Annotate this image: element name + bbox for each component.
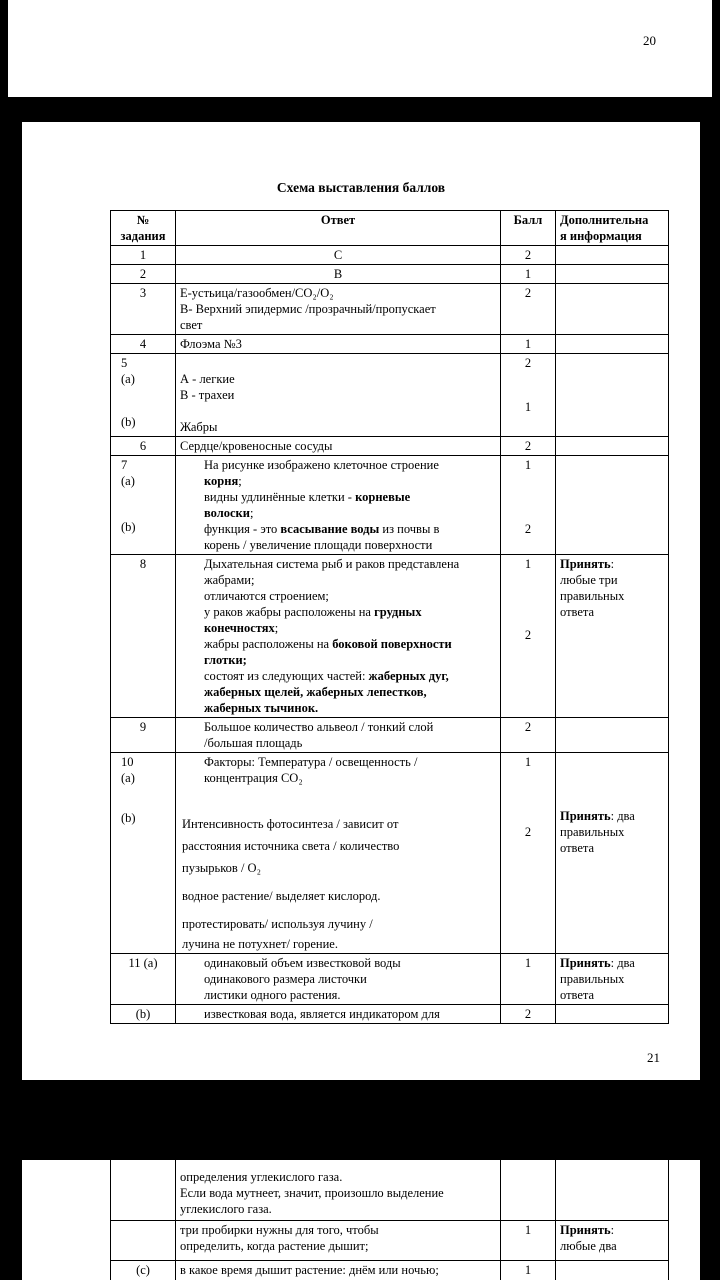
cell-score-text: 1 <box>524 1262 532 1277</box>
cell-score <box>501 437 556 456</box>
table-row <box>111 1220 669 1260</box>
cell-num <box>111 718 176 753</box>
cell-info <box>556 335 669 354</box>
cell-answer-text: известковая вода, является индикатором для <box>204 1007 440 1021</box>
cell-score-text: 1 <box>524 557 532 571</box>
header-num-text: № <box>136 213 150 227</box>
cell-score <box>501 456 556 555</box>
cell-info <box>556 718 669 753</box>
cell-answer-text: Дыхательная система рыб и раков представлена <box>204 557 460 571</box>
header-info <box>556 211 669 246</box>
cell-info <box>556 1260 669 1280</box>
cell-answer-text: видны удлинённые клетки - корневые <box>204 490 411 504</box>
cell-answer-text: жаберных тычинок. <box>204 701 319 715</box>
cell-num <box>111 335 176 354</box>
cell-num-text: 4 <box>139 337 147 351</box>
cell-info-text: любые три <box>560 573 618 587</box>
cell-score-text: 2 <box>524 248 532 262</box>
table-row <box>111 954 669 1005</box>
cell-answer-text: отличаются строением; <box>204 589 329 603</box>
cell-answer-text: определить, когда растение дышит; <box>180 1238 369 1253</box>
cell-score <box>501 265 556 284</box>
header-info-text: Дополнительна <box>560 213 649 227</box>
cell-answer <box>176 246 501 265</box>
cell-answer-text: Жабры <box>180 420 218 434</box>
scoring-table <box>110 210 669 1024</box>
table-row <box>111 437 669 456</box>
cell-answer-text: состоят из следующих частей: жаберных дуг, <box>204 669 449 683</box>
cell-answer <box>176 354 501 437</box>
cell-answer-text: В <box>333 267 343 281</box>
cell-info-text: Принять: два <box>560 809 635 823</box>
cell-score-text: 1 <box>524 337 532 351</box>
cell-answer-text: конечностях; <box>204 621 279 635</box>
cell-num <box>111 1220 176 1260</box>
cell-num <box>111 753 176 954</box>
cell-score <box>501 1005 556 1024</box>
cell-num-text: 7 <box>121 458 128 472</box>
cell-answer-text: корень / увеличение площади поверхности <box>204 538 433 552</box>
cell-info <box>556 954 669 1005</box>
cell-score <box>501 1160 556 1220</box>
header-info-text: я информация <box>560 229 642 243</box>
cell-score-text: 2 <box>524 439 532 453</box>
cell-answer-text: глотки; <box>204 653 247 667</box>
table-row <box>111 718 669 753</box>
header-num-text: задания <box>120 229 166 243</box>
cell-info <box>556 1220 669 1260</box>
cell-answer <box>176 265 501 284</box>
cell-answer-text: одинаковый объем известковой воды <box>204 956 401 970</box>
cell-info <box>556 456 669 555</box>
cell-score <box>501 354 556 437</box>
cell-info-text: ответа <box>560 605 595 619</box>
table-row <box>111 265 669 284</box>
cell-answer-text: три пробирки нужны для того, чтобы <box>180 1222 379 1237</box>
cell-num-text: (с) <box>136 1262 150 1277</box>
table-row <box>111 335 669 354</box>
table-header-row <box>111 211 669 246</box>
cell-info-text: Принять: два <box>560 956 635 970</box>
cell-num-text: (a) <box>121 372 135 386</box>
cell-answer-text: Большое количество альвеол / тонкий слой <box>204 720 434 734</box>
cell-answer <box>176 284 501 335</box>
cell-answer-text: листики одного растения. <box>204 988 341 1002</box>
cell-num-text: 11 (a) <box>128 956 158 970</box>
cell-answer-text: у раков жабры расположены на грудных <box>204 605 422 619</box>
cell-info-text: Принять: <box>560 1222 615 1237</box>
cell-answer-text: С <box>333 248 343 262</box>
header-num <box>111 211 176 246</box>
cell-answer-text: определения углекислого газа. <box>180 1170 343 1184</box>
cell-answer-text: жабрами; <box>204 573 255 587</box>
cell-score-text: 2 <box>524 825 532 839</box>
cell-answer <box>176 1220 501 1260</box>
cell-answer-text: протестировать/ используя лучину / <box>182 917 373 931</box>
page-bottom-strip <box>22 1160 700 1280</box>
cell-num-text: (a) <box>121 771 135 785</box>
cell-num <box>111 265 176 284</box>
cell-info <box>556 354 669 437</box>
page-number-main: 21 <box>647 1050 660 1065</box>
cell-score-text: 2 <box>524 720 532 734</box>
table-row <box>111 456 669 555</box>
cell-score <box>501 1260 556 1280</box>
cell-answer-text: В - трахеи <box>180 388 235 402</box>
cell-answer <box>176 437 501 456</box>
cell-answer-text: А - легкие <box>180 372 235 386</box>
cell-answer <box>176 1005 501 1024</box>
table-row <box>111 1005 669 1024</box>
cell-info <box>556 555 669 718</box>
cell-score-text: 1 <box>524 400 532 414</box>
cell-num <box>111 555 176 718</box>
cell-num <box>111 456 176 555</box>
cell-answer-text: Если вода мутнеет, значит, произошло выделение <box>180 1186 444 1200</box>
cell-score-text: 2 <box>524 628 532 642</box>
cell-answer-text: В- Верхний эпидермис /прозрачный/пропускает <box>180 302 436 316</box>
cell-answer-text: концентрация CO₂ <box>204 771 303 785</box>
cell-score-text: 1 <box>524 755 532 769</box>
cell-num <box>111 437 176 456</box>
cell-answer-text: Е-устьица/газообмен/CO₂/O₂ <box>180 286 334 300</box>
cell-num <box>111 1005 176 1024</box>
cell-num <box>111 954 176 1005</box>
cell-info <box>556 284 669 335</box>
cell-info-text: любые два <box>560 1238 617 1253</box>
cell-answer <box>176 555 501 718</box>
cell-score <box>501 753 556 954</box>
cell-answer-text: углекислого газа. <box>180 1202 272 1216</box>
cell-answer <box>176 1160 501 1220</box>
cell-answer-text: функция - это всасывание воды из почвы в <box>204 522 440 536</box>
cell-answer-text: На рисунке изображено клеточное строение <box>204 458 439 472</box>
cell-answer-text: корня; <box>204 474 242 488</box>
header-answer <box>176 211 501 246</box>
cell-num-text: (b) <box>121 520 136 534</box>
cell-score <box>501 555 556 718</box>
scoring-table-continuation <box>110 1160 669 1280</box>
cell-score <box>501 718 556 753</box>
cell-answer-text: Флоэма №3 <box>180 337 242 351</box>
cell-info <box>556 1160 669 1220</box>
cell-score <box>501 1220 556 1260</box>
cell-answer-text: расстояния источника света / количество <box>182 839 400 853</box>
cell-score-text: 2 <box>524 1007 532 1021</box>
cell-score <box>501 335 556 354</box>
cell-answer <box>176 456 501 555</box>
table-row <box>111 1160 669 1220</box>
cell-info <box>556 1005 669 1024</box>
cell-num-text: 5 <box>121 356 128 370</box>
cell-answer <box>176 335 501 354</box>
cell-answer-text: Сердце/кровеносные сосуды <box>180 439 333 453</box>
cell-info-text: правильных <box>560 589 625 603</box>
cell-info-text: Принять: <box>560 557 615 571</box>
cell-answer <box>176 954 501 1005</box>
cell-answer-text: пузырьков / O₂ <box>182 861 261 875</box>
cell-num <box>111 354 176 437</box>
cell-info <box>556 753 669 954</box>
cell-score <box>501 246 556 265</box>
cell-info-text: ответа <box>560 841 595 855</box>
header-score-text: Балл <box>513 213 543 227</box>
cell-answer-text: одинакового размера листочки <box>204 972 367 986</box>
cell-score-text: 1 <box>524 1222 532 1237</box>
page-number-top: 20 <box>643 33 656 48</box>
cell-num <box>111 284 176 335</box>
table-row <box>111 246 669 265</box>
cell-score-text: 1 <box>524 267 532 281</box>
cell-num-text: 2 <box>139 267 147 281</box>
cell-num-text: 8 <box>139 557 147 571</box>
cell-score <box>501 284 556 335</box>
cell-num <box>111 246 176 265</box>
header-score <box>501 211 556 246</box>
table-row <box>111 555 669 718</box>
cell-answer-text: жабры расположены на боковой поверхности <box>204 637 452 651</box>
cell-num-text: 1 <box>139 248 147 262</box>
cell-num-text: 10 <box>121 755 134 769</box>
cell-num-text: 3 <box>139 286 147 300</box>
cell-answer <box>176 753 501 954</box>
cell-num-text: (b) <box>135 1007 151 1021</box>
cell-score <box>501 954 556 1005</box>
cell-answer-text: /большая площадь <box>204 736 303 750</box>
cell-info-text: правильных <box>560 825 625 839</box>
table-row <box>111 284 669 335</box>
cell-num-text: (b) <box>121 415 136 429</box>
cell-answer-text: водное растение/ выделяет кислород. <box>182 889 381 903</box>
cell-info <box>556 437 669 456</box>
page-main <box>22 122 700 1080</box>
cell-score-text: 2 <box>524 286 532 300</box>
cell-score-text: 2 <box>524 522 532 536</box>
cell-answer-text: лучина не потухнет/ горение. <box>182 937 338 951</box>
cell-answer <box>176 718 501 753</box>
cell-answer <box>176 1260 501 1280</box>
cell-num-text: 6 <box>139 439 147 453</box>
cell-num-text: (a) <box>121 474 135 488</box>
table-row <box>111 354 669 437</box>
cell-score-text: 1 <box>524 458 532 472</box>
cell-answer-text: Интенсивность фотосинтеза / зависит от <box>182 817 399 831</box>
cell-info-text: правильных <box>560 972 625 986</box>
cell-num-text: (b) <box>121 811 136 825</box>
page-title: Схема выставления баллов <box>276 180 446 195</box>
cell-info-text: ответа <box>560 988 595 1002</box>
cell-answer-text: в какое время дышит растение: днём или ночью; <box>180 1262 439 1277</box>
cell-score-text: 2 <box>524 356 532 370</box>
cell-answer-text: свет <box>180 318 203 332</box>
cell-answer-text: жаберных щелей, жаберных лепестков, <box>204 685 427 699</box>
cell-score-text: 1 <box>524 956 532 970</box>
table-row <box>111 1260 669 1280</box>
cell-info <box>556 265 669 284</box>
cell-answer-text: волоски; <box>204 506 254 520</box>
cell-info <box>556 246 669 265</box>
cell-answer-text: Факторы: Температура / освещенность / <box>204 755 418 769</box>
header-answer-text: Ответ <box>320 213 356 227</box>
page-top-strip <box>8 0 712 97</box>
cell-num-text: 9 <box>139 720 147 734</box>
table-row <box>111 753 669 954</box>
cell-num <box>111 1160 176 1220</box>
cell-num <box>111 1260 176 1280</box>
